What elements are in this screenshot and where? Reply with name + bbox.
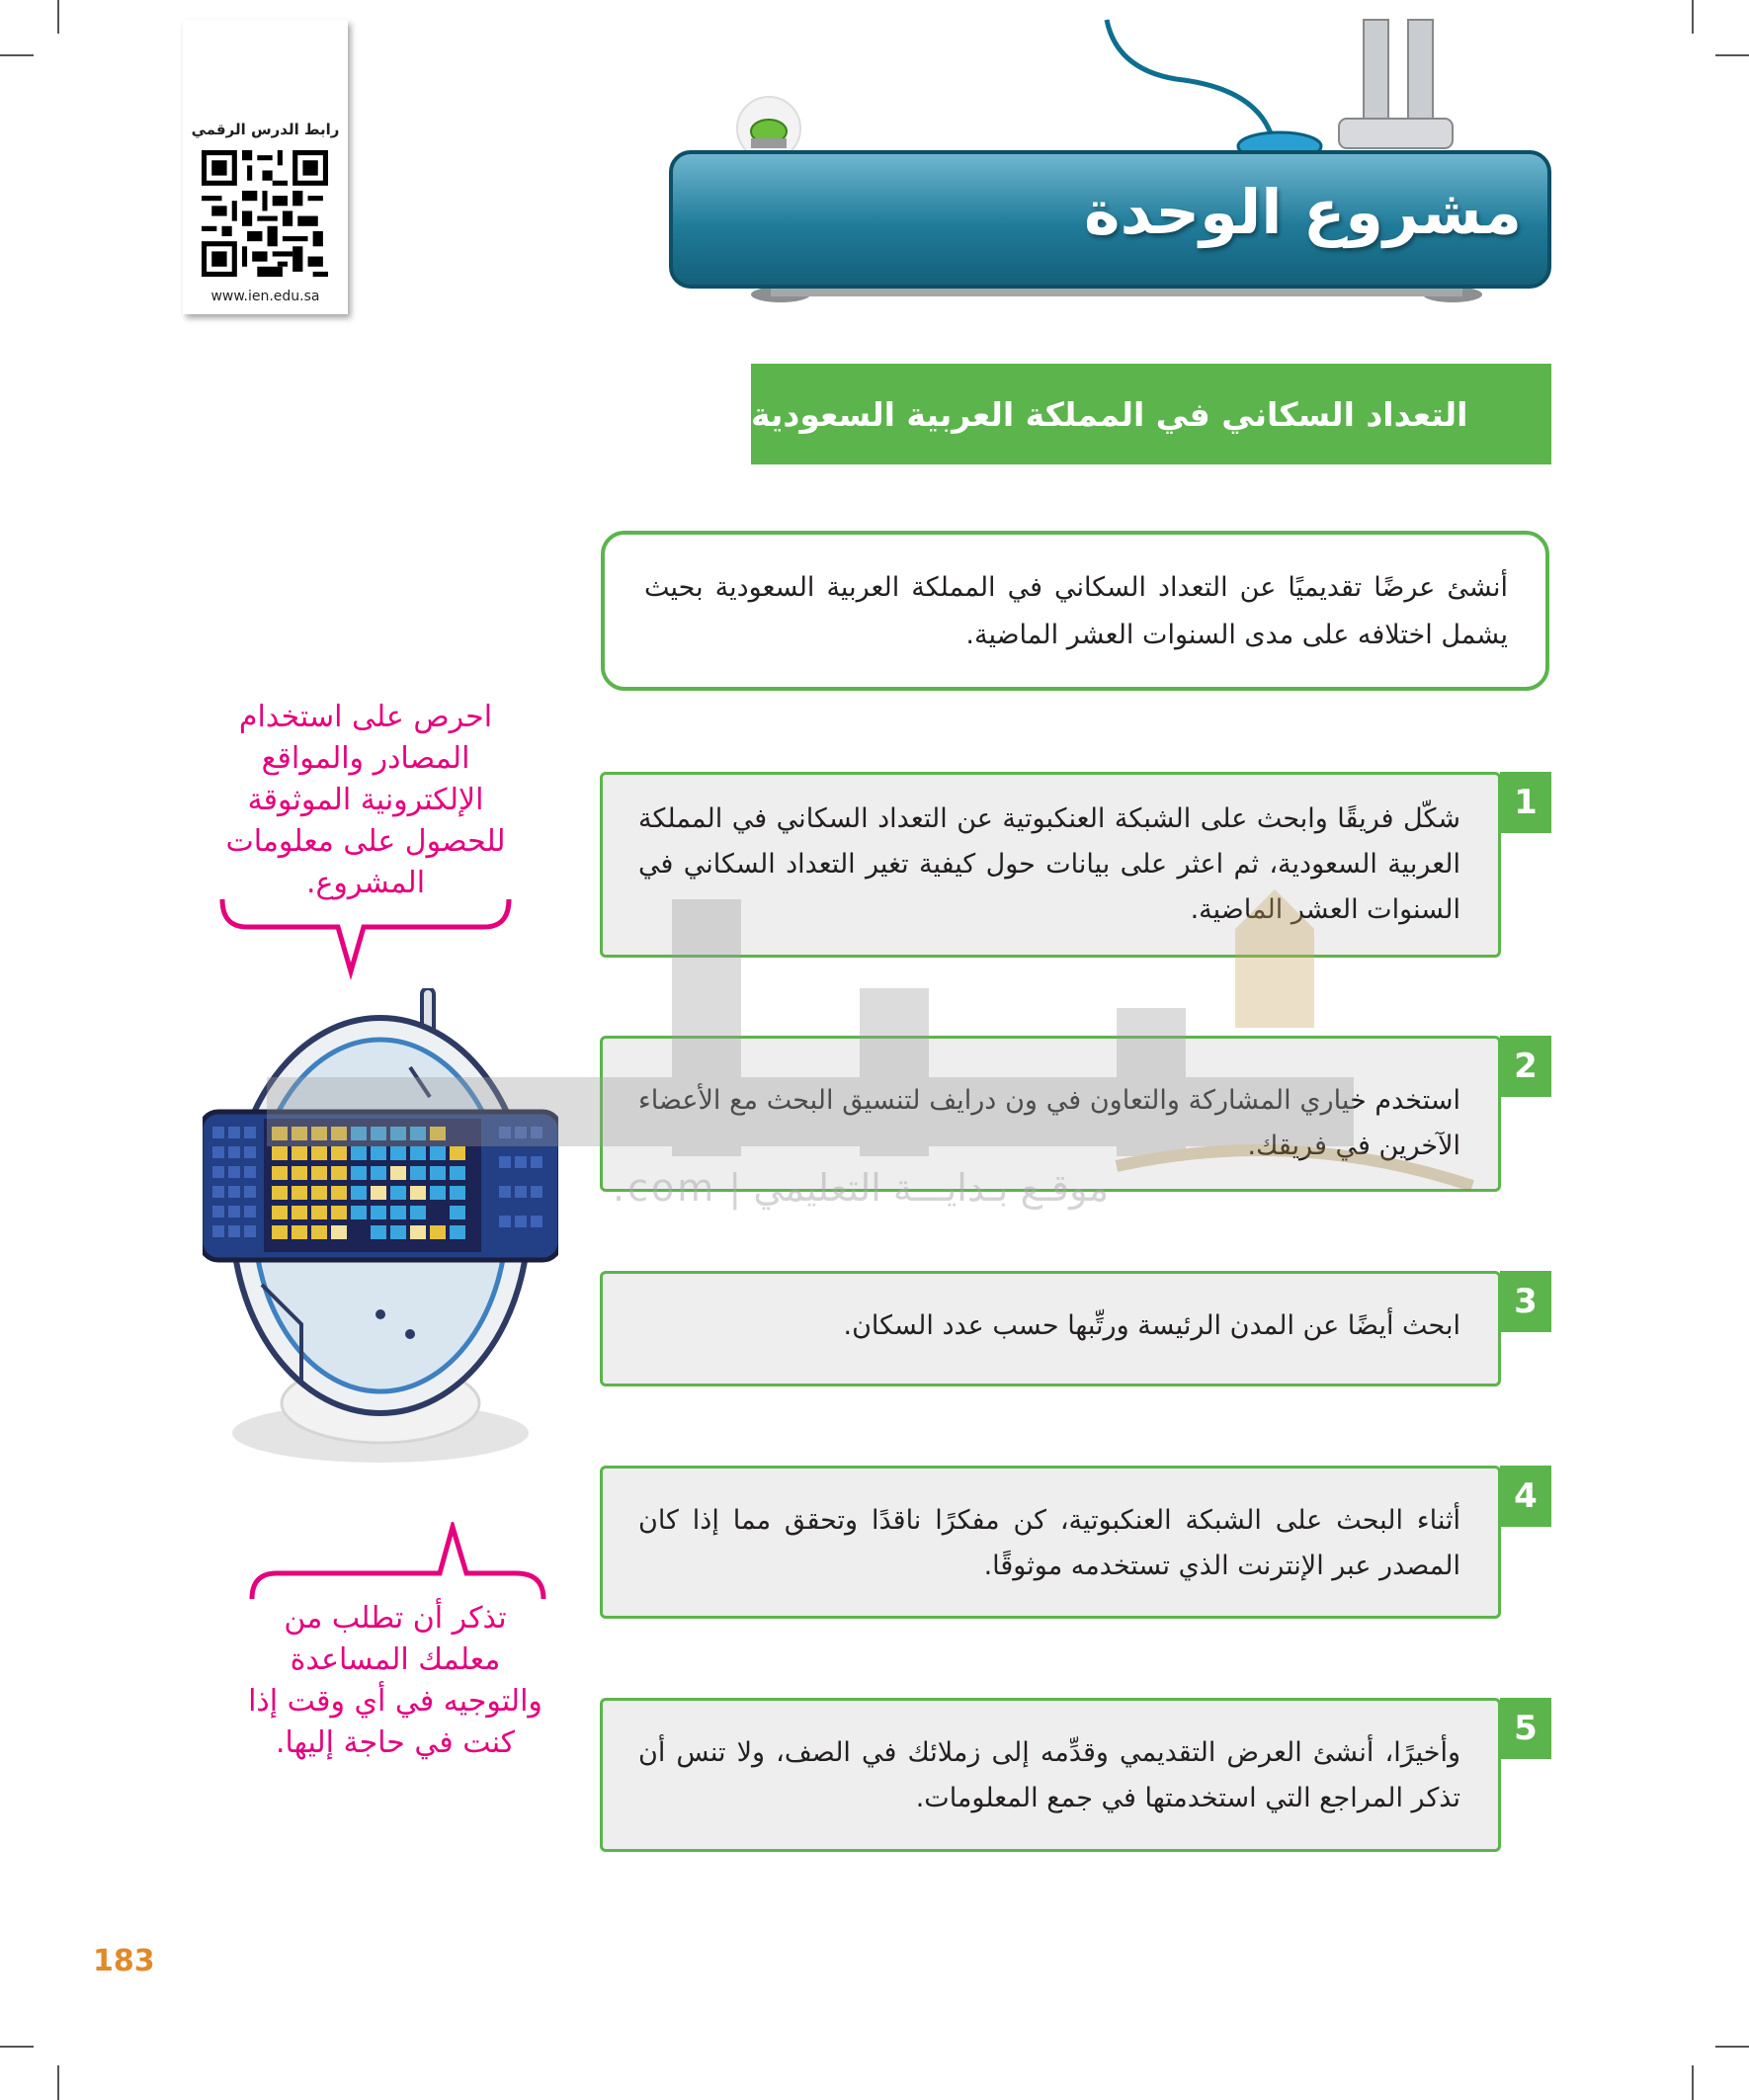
- page-number: 183: [93, 1944, 155, 1978]
- crop-mark: [1715, 54, 1749, 56]
- step-number: 1: [1500, 772, 1551, 833]
- qr-card[interactable]: [183, 20, 348, 314]
- step-number: 5: [1500, 1698, 1551, 1759]
- crop-mark: [1715, 2046, 1749, 2048]
- crop-mark: [1692, 0, 1694, 34]
- qr-code-icon[interactable]: [202, 150, 328, 277]
- page-title: مشروع الوحدة: [1083, 176, 1522, 248]
- tip-bottom: تذكر أن تطلب من معلمك المساعدة والتوجيه في أي وقت إذا كنت في حاجة إليها.: [248, 1601, 542, 1760]
- crop-mark: [0, 2046, 34, 2048]
- qr-title: رابط الدرس الرقمي: [191, 121, 340, 138]
- step-text: أثناء البحث على الشبكة العنكبوتية، كن مفكرًا ناقدًا وتحقق مما إذا كان المصدر عبر الإنترنت الذي تستخدمه موثوقًا.: [600, 1466, 1501, 1619]
- speech-brace-bottom-icon: [247, 1522, 548, 1601]
- speech-brace-top-icon: [217, 897, 514, 981]
- robot-illustration: [203, 988, 558, 1482]
- step-text: ابحث أيضًا عن المدن الرئيسة ورتِّبها حسب عدد السكان.: [600, 1271, 1501, 1386]
- intro-box: أنشئ عرضًا تقديميًا عن التعداد السكاني في المملكة العربية السعودية بحيث يشمل اختلافه على مدى السنوات العشر الماضية.: [601, 531, 1549, 691]
- crop-mark: [0, 54, 34, 56]
- step-number: 4: [1500, 1466, 1551, 1527]
- tip-top: احرص على استخدام المصادر والمواقع الإلكترونية الموثوقة للحصول على معلومات المشروع.: [225, 700, 506, 900]
- crop-mark: [57, 0, 59, 34]
- crop-mark: [57, 2065, 59, 2100]
- step-number: 2: [1500, 1036, 1551, 1097]
- crop-mark: [1692, 2065, 1694, 2100]
- section-subtitle: التعداد السكاني في المملكة العربية السعودية: [751, 364, 1551, 464]
- step-number: 3: [1500, 1271, 1551, 1332]
- step-text: وأخيرًا، أنشئ العرض التقديمي وقدِّمه إلى زملائك في الصف، ولا تنس أن تذكر المراجع التي استخدمتها في جمع المعلومات.: [600, 1698, 1501, 1852]
- watermark-text: موقـع بـدايـــة التعليمي | com.: [613, 1166, 1110, 1210]
- qr-url[interactable]: www.ien.edu.sa: [210, 289, 320, 304]
- step-text: شكّل فريقًا وابحث على الشبكة العنكبوتية عن التعداد السكاني في المملكة العربية السعودية، ثم اعثر على بيانات حول كيفية تغير التعداد السكاني في السنوات العشر الماضية.: [600, 772, 1501, 958]
- step-text: استخدم خياري المشاركة والتعاون في ون درايف لتنسيق البحث مع الأعضاء الآخرين في فريقك.: [600, 1036, 1501, 1192]
